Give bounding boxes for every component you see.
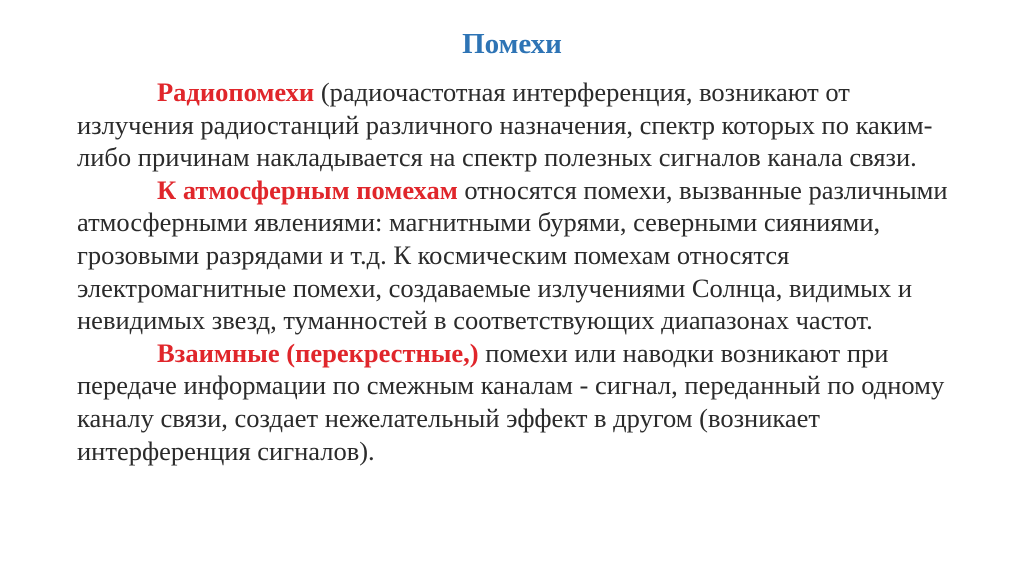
slide-title: Помехи [462, 28, 562, 60]
term-crosstalk-interference: Взаимные (перекрестные,) [157, 337, 479, 368]
paragraph-text: относятся помехи, вызванные различными атмосферными явлениями: магнитными бурями, северными сияниями, грозовыми разрядами и т.д. К космическим помехам относятся электромагнитные помехи, создаваемые излучениями Солнца, видимых и невидимых звезд, туманностей в соответствующих диапазонах частот. [77, 174, 948, 336]
paragraph-crosstalk-interference [77, 337, 957, 467]
term-atmospheric-interference: К атмосферным помехам [157, 174, 458, 205]
paragraph-atmospheric-interference [77, 174, 957, 337]
paragraph-radio-interference [77, 76, 957, 174]
paragraph-text: (радиочастотная интерференция, возникают от излучения радиостанций различного назначения, спектр которых по каким-либо причинам накладывается на спектр полезных сигналов канала связи. [77, 77, 933, 173]
term-radio-interference: Радиопомехи [157, 77, 315, 107]
paragraph-text: помехи или наводки возникают при передаче информации по смежным каналам - сигнал, переданный по одному каналу связи, создает нежелательный эффект в другом (возникает интерференция сигналов). [77, 337, 945, 466]
slide-body [77, 76, 957, 467]
